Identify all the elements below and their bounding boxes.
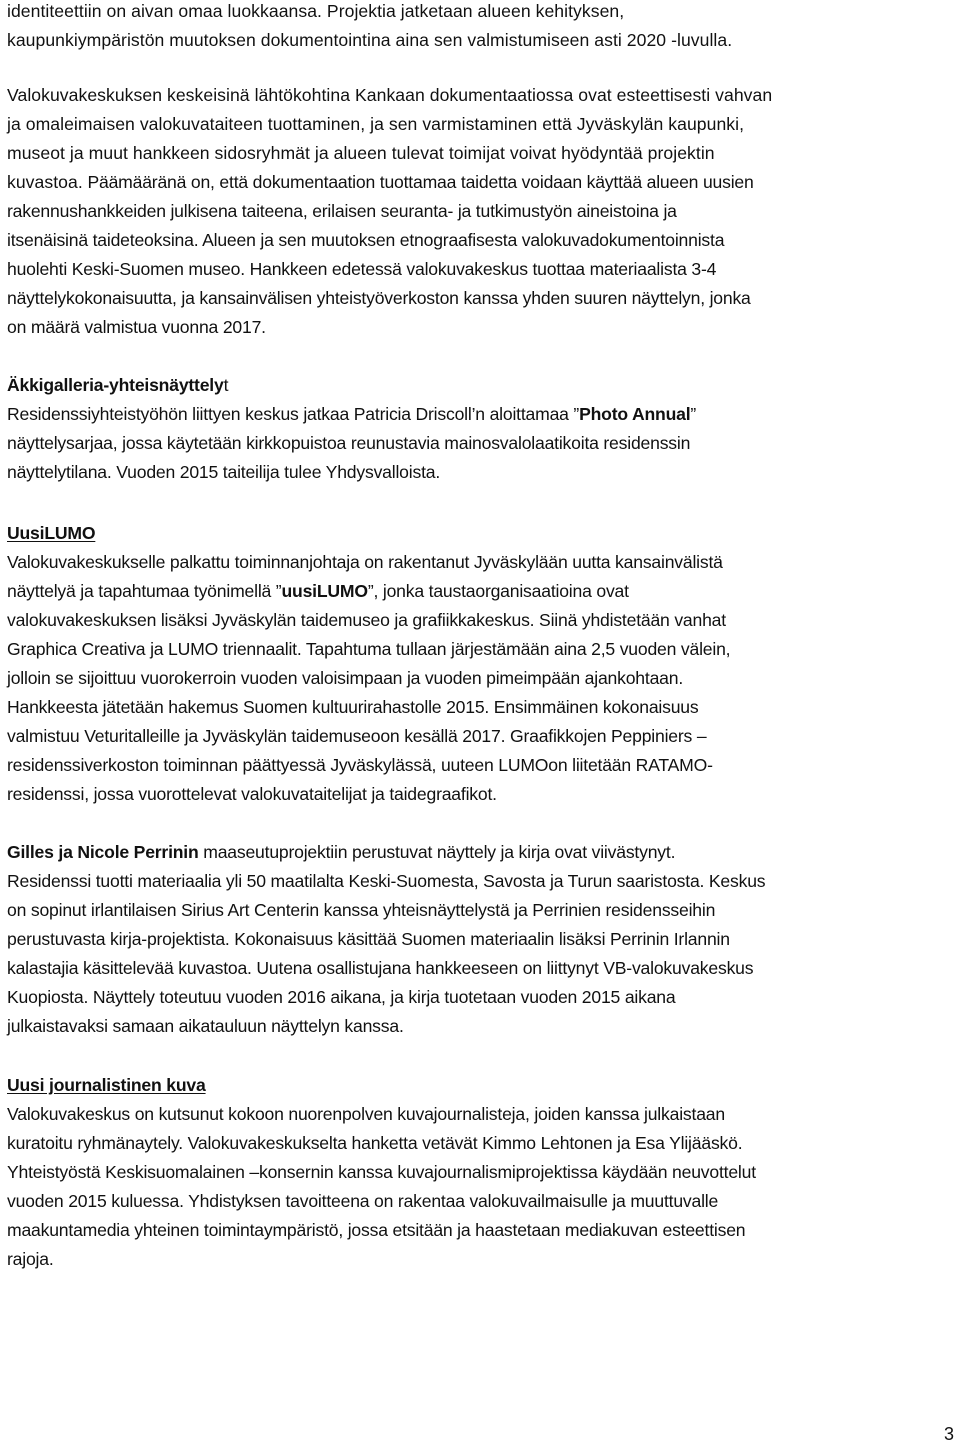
text-line [7,400,957,429]
main-paragraph-continued [7,168,957,197]
perrin-section [7,838,957,1041]
section-heading [7,838,957,867]
text-line: vuoden 2015 kuluessa. Yhdistyksen tavoitteena on rakentaa valokuvailmaisulle ja muuttuvalle [7,1191,719,1211]
text-line: Hankkeesta jätetään hakemus Suomen kultuurirahastolle 2015. Ensimmäinen kokonaisuus [7,697,699,717]
text-segment: Päämääränä on, että dokumentaation tuottamaa taidetta voidaan käyttää alueen uusien [82,172,754,192]
text-line: näyttelytilana. Vuoden 2015 taiteilija tulee Yhdysvalloista. [7,462,441,482]
text-segment: näyttelyä ja tapahtumaa työnimellä ” [7,581,282,601]
text-line: rajoja. [7,1249,54,1269]
text-line: on määrä valmistua vuonna 2017. [7,317,266,337]
section-heading [7,371,957,400]
text-line: Valokuvakeskus on kutsunut kokoon nuorenpolven kuvajournalisteja, joiden kanssa julkaistaan [7,1104,725,1124]
text-line: identiteettiin on aivan omaa luokkaansa. Projektia jatketaan alueen kehityksen, [7,1,625,21]
page-number: 3 [943,1424,954,1444]
main-paragraph-rest [7,197,957,342]
section-heading: UusiLUMO [7,523,96,543]
text-line: Graphica Creativa ja LUMO triennaalit. Tapahtuma tullaan järjestämään aina 2,5 vuoden välein, [7,639,731,659]
text-line: Valokuvakeskuksen keskeisinä lähtökohtina Kankaan dokumentaatiossa ovat esteettisesti vahvan [7,85,773,105]
text-line [7,577,957,606]
journalism-section [7,1071,957,1274]
text-segment: Residenssiyhteistyöhön liittyen keskus jatkaa Patricia Driscoll’n aloittamaa ” [7,404,580,424]
text-line: kalastajia käsittelevää kuvastoa. Uutena osallistujana hankkeeseen on liittynyt VB-valokuvakeskus [7,958,754,978]
text-line: residenssi, jossa vuorottelevat valokuvataitelijat ja taidegraafikot. [7,784,497,804]
akkigalleria-section [7,371,957,487]
bold-term: uusiLUMO [281,581,368,601]
text-line: perustuvasta kirja-projektista. Kokonaisuus käsittää Suomen materiaalin lisäksi Perrinin Irlannin [7,929,730,949]
text-line: näyttelykokonaisuutta, ja kansainvälisen yhteistyöverkoston kanssa yhden suuren näyttelyn, jonka [7,288,751,308]
text-segment: ”, jonka taustaorganisaatioina ovat [367,581,629,601]
text-line: itsenäisinä taideteoksina. Alueen ja sen muutoksen etnograafisesta valokuvadokumentoinnista [7,230,725,250]
text-line: maakuntamedia yhteinen toimintaympäristö, jossa etsitään ja haastetaan mediakuvan esteettisen [7,1220,746,1240]
section-heading: Uusi journalistinen kuva [7,1075,206,1095]
heading-tail: t [223,375,229,395]
main-paragraph [7,81,957,168]
text-line: museot ja muut hankkeen sidosryhmät ja alueen tulevat toimijat voivat hyödyntää projektin [7,143,715,163]
text-line: valmistuu Veturitalleille ja Jyväskylän taidemuseoon kesällä 2017. Graafikkojen Peppiniers – [7,726,707,746]
text-line: ja omaleimaisen valokuvataiteen tuottaminen, ja sen varmistaminen että Jyväskylän kaupunki, [7,114,745,134]
text-line: residenssiverkoston toiminnan päättyessä Jyväskylässä, uuteen LUMOon liitetään RATAMO- [7,755,713,775]
text-line: Yhteistyöstä Keskisuomalainen –konsernin kanssa kuvajournalismiprojektissa käydään neuvottelut [7,1162,756,1182]
text-line [7,168,957,197]
text-line: rakennushankkeiden julkisena taiteena, erilaisen seuranta- ja tutkimustyön aineistoina ja [7,201,677,221]
heading-bold: Gilles ja Nicole Perrinin [7,842,199,862]
text-line: valokuvakeskuksen lisäksi Jyväskylän taidemuseo ja grafiikkakeskus. Siinä yhdistetään vanhat [7,610,726,630]
uusilumo-section [7,519,957,809]
text-line: kuratoitu ryhmänaytely. Valokuvakeskukselta hanketta vetävät Kimmo Lehtonen ja Esa Ylijääskö. [7,1133,743,1153]
text-line: Kuopiosta. Näyttely toteutuu vuoden 2016 aikana, ja kirja tuotetaan vuoden 2015 aikana [7,987,676,1007]
text-segment: kuvastoa. [7,172,83,192]
text-line: kaupunkiympäristön muutoksen dokumentointina aina sen valmistumiseen asti 2020 -luvulla. [7,30,733,50]
text-segment: ” [690,404,697,424]
heading-bold: Äkkigalleria-yhteisnäyttely [7,375,224,395]
heading-tail: maaseutuprojektiin perustuvat näyttely ja kirja ovat viivästynyt. [198,842,676,862]
text-line: Residenssi tuotti materiaalia yli 50 maatilalta Keski-Suomesta, Savosta ja Turun saaristosta. Keskus [7,871,766,891]
text-line: näyttelysarjaa, jossa käytetään kirkkopuistoa reunustavia mainosvalolaatikoita residenssin [7,433,691,453]
intro-paragraph [7,0,957,55]
text-line: jolloin se sijoittuu vuorokerroin vuoden valoisimpaan ja vuoden pimeimpään ajankohtaan. [7,668,684,688]
text-line: Valokuvakeskukselle palkattu toiminnanjohtaja on rakentanut Jyväskylään uutta kansainvälistä [7,552,723,572]
bold-term: Photo Annual [579,404,691,424]
text-line: julkaistavaksi samaan aikatauluun näyttelyn kanssa. [7,1016,404,1036]
text-line: on sopinut irlantilaisen Sirius Art Centerin kanssa yhteisnäyttelystä ja Perrinien residensseihin [7,900,716,920]
text-line: huolehti Keski-Suomen museo. Hankkeen edetessä valokuvakeskus tuottaa materiaalista 3-4 [7,259,717,279]
